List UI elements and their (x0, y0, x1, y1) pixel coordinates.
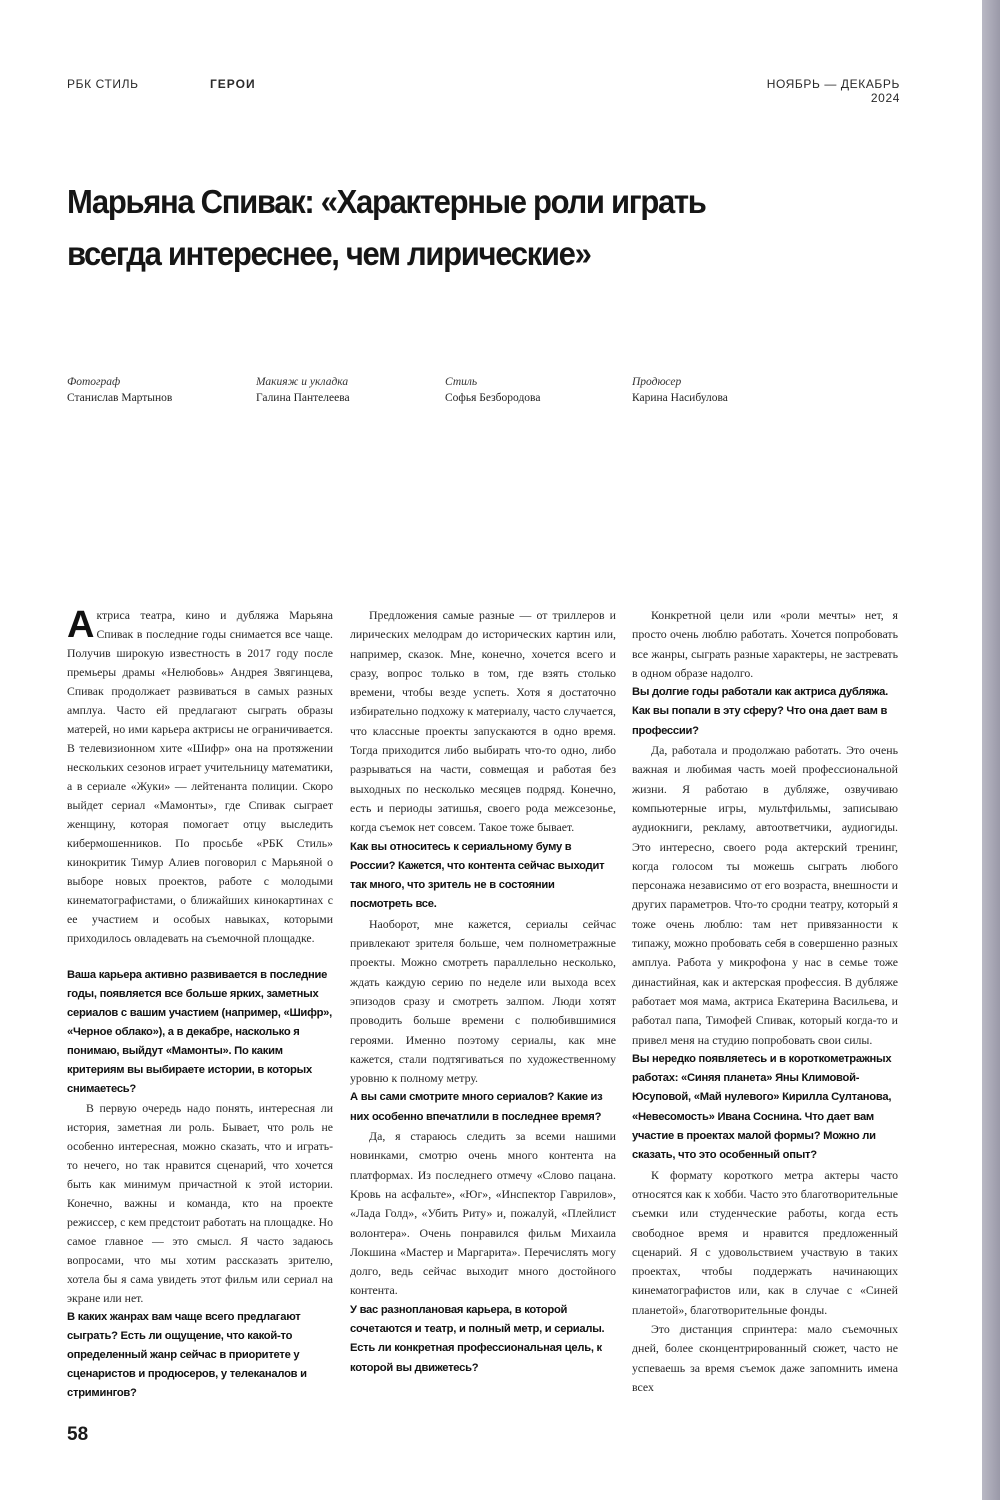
interview-question: В каких жанрах вам чаще всего предлагают сыграть? Есть ли ощущение, что какой-то определенный жанр сейчас в приоритете у сценаристов и продюсеров, у телеканалов и стримингов? (67, 1311, 307, 1399)
credit-role: Фотограф (67, 376, 121, 388)
credit-role: Макияж и укладка (256, 376, 349, 388)
interview-question: У вас разноплановая карьера, в которой сочетаются и театр, и полный метр, и сериалы. Есть ли конкретная профессиональная цель, к которой вы движетесь? (350, 1303, 605, 1374)
article-column-2 (350, 606, 616, 1378)
credit-name: Карина Насибулова (632, 392, 728, 404)
issue-date: НОЯБРЬ — ДЕКАБРЬ 2024 (766, 77, 900, 105)
credit-style (445, 374, 540, 406)
interview-answer: Да, работала и продолжаю работать. Это очень важная и любимая часть моей профессиональной жизни. Я работаю в дубляже, озвучиваю компьютерные игры, мультфильмы, записываю аудиокниги, рекламу, автоответчики, аудиогиды. Это интересно, своего рода актерский тренинг, когда голосом ты можешь сыграть любого персонажа независимо от его возраста, внешности и других параметров. Что-то сродни театру, который я тоже очень люблю: там нет привязанности к типажу, можно пробовать себя в совершенно разных амплуа. Работа у микрофона у нас в семье тоже династийная, как и актерская профессия. В дубляже работает моя мама, актриса Екатерина Васильева, и работал папа, Тимофей Спивак, который когда-то и привел меня на студию попробовать свои силы. (632, 743, 898, 1047)
article-column-3 (632, 606, 898, 1397)
credit-photographer (67, 374, 172, 406)
page-edge (982, 0, 1000, 1500)
article-title: Марьяна Спивак: «Характерные роли играть всегда интереснее, чем лирические» (67, 183, 706, 272)
drop-cap: А (67, 604, 95, 646)
interview-answer: Да, я стараюсь следить за всеми нашими новинками, смотрю очень много контента на платформах. Из последнего отмечу «Слово пацана. Кровь на асфальте», «Юг», «Инспектор Гаврилов», «Лада Голд», «Убить Риту» и, пожалуй, «Плейлист волонтера». Очень понравился фильм Михаила Локшина «Мастер и Маргарита». Перечислять могу долго, ведь сейчас выходит много достойного контента. (350, 1129, 616, 1298)
interview-question: Ваша карьера активно развивается в последние годы, появляется все больше ярких, заметных сериалов с вашим участием (например, «Шифр», «Черное облако»), а в декабре, насколько я понимаю, выйдут «Мамонты». По каким критериям вы выбираете истории, в которых снимаетесь? (67, 969, 333, 1095)
article-column-1 (67, 606, 333, 1403)
credit-name: Софья Безбородова (445, 392, 541, 404)
credit-name: Станислав Мартынов (67, 392, 173, 404)
interview-question: Как вы относитесь к сериальному буму в России? Кажется, что контента сейчас выходит так много, что зритель не в состоянии посмотреть все. (350, 840, 605, 911)
interview-question: А вы сами смотрите много сериалов? Какие из них особенно впечатлили в последнее время? (350, 1091, 603, 1123)
lead-paragraph (67, 606, 333, 948)
magazine-brand: РБК СТИЛЬ (67, 77, 139, 91)
interview-question: Вы нередко появляетесь и в короткометражных работах: «Синяя планета» Яны Климовой-Юсуповой, «Май нулевого» Кирилла Султанова, «Невесомость» Ивана Соснина. Что дает вам участие в проектах малой формы? Можно ли сказать, что это особенный опыт? (632, 1052, 892, 1162)
credit-role: Стиль (445, 376, 478, 388)
section-label: ГЕРОИ (210, 77, 256, 91)
lead-text: ктриса театра, кино и дубляжа Марьяна Спивак в последние годы снимается все чаще. Получив широкую известность в 2017 году после премьеры драмы «Нелюбовь» Андрея Звягинцева, Спивак продолжает развиваться в самых разных амплуа. Часто ей предлагают сыграть образы матерей, но ими карьера актрисы не ограничивается. В телевизионном хите «Шифр» она на протяжении нескольких сезонов играет учительницу математики, а в сериале «Жуки» — лейтенанта полиции. Скоро выйдет сериал «Мамонты», где Спивак сыграет женщину, которая помогает отцу выследить кибермошенников. По просьбе «РБК Стиль» кинокритик Тимур Алиев поговорил с Марьяной о выборе новых проектов, работе с молодыми кинематографистами, о ближайших кинокартинах с ее участием и особых навыках, которыми приходилось овладевать на съемочной площадке. (67, 609, 333, 945)
credit-name: Галина Пантелеева (256, 392, 350, 404)
credit-producer (632, 374, 728, 406)
interview-answer: К формату короткого метра актеры часто относятся как к хобби. Часто это благотворительные съемки или студенческие работы, когда есть свободное время и нравится предложенный сценарий. Я с удовольствием участвую в таких проектах, чтобы поддержать начинающих кинематографистов или, как в случае с «Синей планетой», благотворительные фонды. (632, 1167, 898, 1317)
interview-answer: В первую очередь надо понять, интересная ли история, заметная ли роль. Бывает, что роль не особенно интересная, можно сказать, что и играть-то нечего, но так нравится сценарий, что хочется быть как минимум причастной к этой истории. Конечно, важны и команда, кто на проекте режиссер, с кем предстоит работать на площадке. Но самое главное — это смысл. Я часто задаюсь вопросами, что мы хотим рассказать зрителю, хотела бы я сама увидеть этот фильм или сериал на экране или нет. (67, 1102, 333, 1305)
credit-role: Продюсер (632, 376, 682, 388)
credit-makeup (256, 374, 350, 406)
page-number: 58 (67, 1424, 89, 1445)
interview-question: Вы долгие годы работали как актриса дубляжа. Как вы попали в эту сферу? Что она дает вам в профессии? (632, 686, 889, 737)
answer-continuation: Предложения самые разные — от триллеров и лирических мелодрам до исторических картин или, например, сказок. Мне, конечно, хочется всего и сразу, вопрос только в том, где взять столько времени, чтобы везде успеть. Хотя я достаточно избирательно подхожу к материалу, часто случается, что классные проекты запускаются в одно время. Тогда приходится либо выбирать что-то одно, либо разрываться на части, совмещая и работая без выходных по несколько месяцев подряд. Конечно, есть и периоды затишья, своего рода межсезонье, когда съемок нет совсем. Такое тоже бывает. (350, 608, 616, 835)
answer-continuation: Конкретной цели или «роли мечты» нет, я просто очень люблю работать. Хочется попробовать все жанры, сыграть разные характеры, не застревать в одном образе надолго. (632, 608, 898, 680)
interview-answer: Наоборот, мне кажется, сериалы сейчас привлекают зрителя больше, чем полнометражные проекты. Можно смотреть параллельно несколько, ждать каждую серию по неделе или выхода всех эпизодов сразу и смотреть залпом. Люди хотят проводить больше времени с полюбившимися героями. Именно поэтому сериалы, как мне кажется, стали подтягиваться по художественному уровню к полному метру. (350, 916, 616, 1086)
interview-answer: Это дистанция спринтера: мало съемочных дней, более сконцентрированный сюжет, часто не успеваешь за время съемок даже запомнить имена всех (632, 1321, 898, 1394)
